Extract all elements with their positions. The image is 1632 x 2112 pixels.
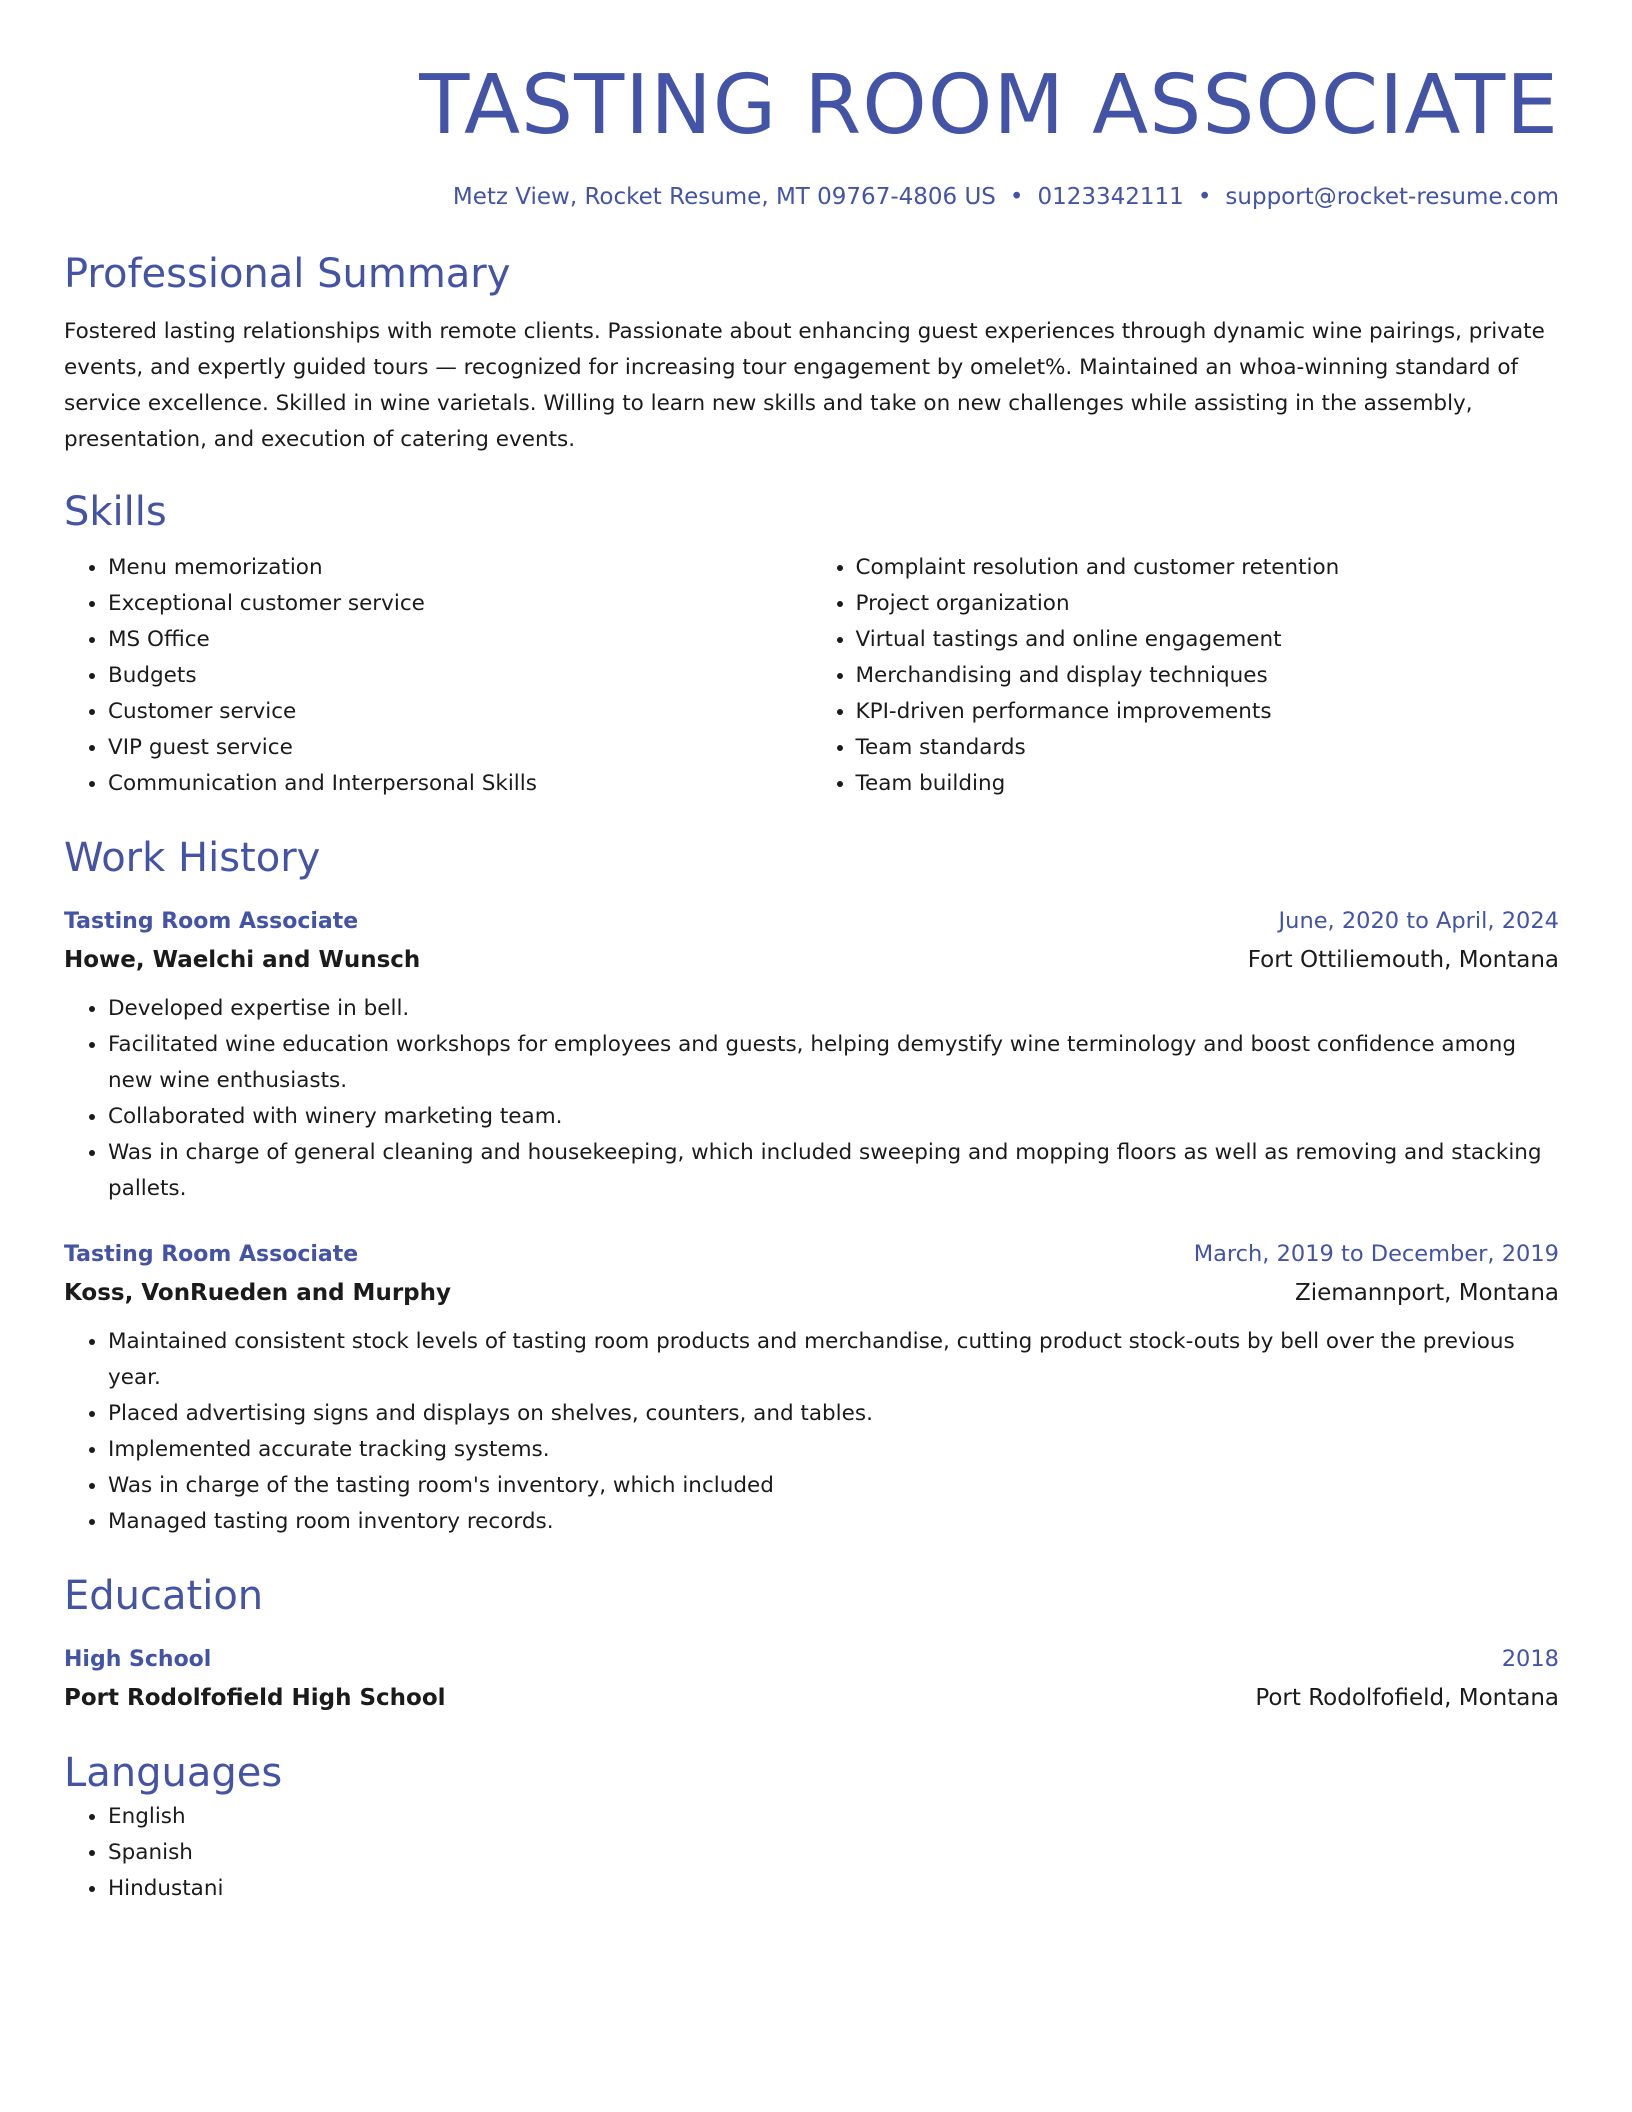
skills-heading: Skills: [64, 489, 167, 535]
job-header-row: [64, 902, 1559, 941]
skill-item: • KPI-driven performance improvements: [856, 694, 1560, 730]
job-company-row: [64, 941, 1559, 979]
skill-item: • Customer service: [108, 694, 812, 730]
skills-column-right: [812, 550, 1560, 802]
languages-list: [64, 1799, 1559, 1907]
contact-line: [64, 182, 1559, 212]
education-year: 2018: [1501, 1646, 1559, 1672]
skill-item: • Project organization: [856, 586, 1560, 622]
skill-item: • VIP guest service: [108, 730, 812, 766]
job-bullet: • Was in charge of the tasting room's inventory, which included: [108, 1468, 1559, 1504]
contact-phone: 0123342111: [1037, 184, 1184, 210]
job-bullet: • Was in charge of general cleaning and housekeeping, which included sweeping and mopping floors as well as removing and stacking pallets.: [108, 1135, 1559, 1207]
language-item: • Hindustani: [108, 1871, 1559, 1907]
contact-email: support@rocket-resume.com: [1225, 184, 1559, 210]
skill-item: • Menu memorization: [108, 550, 812, 586]
job-location: Fort Ottiliemouth, Montana: [1247, 947, 1559, 973]
education-school: Port Rodolfofield High School: [64, 1685, 446, 1711]
skill-item: • Merchandising and display techniques: [856, 658, 1560, 694]
job-bullets: [64, 1324, 1559, 1540]
job-dates: March, 2019 to December, 2019: [1193, 1241, 1559, 1267]
education-location: Port Rodolfofield, Montana: [1255, 1685, 1559, 1711]
job-company: Howe, Waelchi and Wunsch: [64, 947, 421, 973]
skill-item: • Complaint resolution and customer retention: [856, 550, 1560, 586]
skill-item: • Exceptional customer service: [108, 586, 812, 622]
languages-heading: Languages: [64, 1750, 283, 1796]
education-heading: Education: [64, 1573, 264, 1619]
job-bullet: • Implemented accurate tracking systems.: [108, 1432, 1559, 1468]
skill-item: • Communication and Interpersonal Skills: [108, 766, 812, 802]
work-history-heading: Work History: [64, 835, 321, 881]
job-bullet: • Placed advertising signs and displays on shelves, counters, and tables.: [108, 1396, 1559, 1432]
language-item: • Spanish: [108, 1835, 1559, 1871]
job-bullet: • Collaborated with winery marketing team.: [108, 1099, 1559, 1135]
skill-item: • MS Office: [108, 622, 812, 658]
job-bullet: • Managed tasting room inventory records.: [108, 1504, 1559, 1540]
contact-separator: •: [1197, 184, 1212, 210]
job-entry: [64, 1235, 1559, 1540]
contact-address: Metz View, Rocket Resume, MT 09767-4806 US: [452, 184, 996, 210]
job-bullets: [64, 991, 1559, 1207]
job-title: Tasting Room Associate: [64, 1242, 359, 1267]
resume-header: [64, 52, 1559, 212]
education-degree: High School: [64, 1647, 212, 1672]
job-bullet: • Developed expertise in bell.: [108, 991, 1559, 1027]
job-bullet: • Facilitated wine education workshops for employees and guests, helping demystify wine terminology and boost confidence among new wine enthusiasts.: [108, 1027, 1559, 1099]
skill-item: • Budgets: [108, 658, 812, 694]
education-header-row: [64, 1640, 1559, 1679]
candidate-name: TASTING ROOM ASSOCIATE: [419, 58, 1559, 153]
job-title: Tasting Room Associate: [64, 909, 359, 934]
contact-separator: •: [1009, 184, 1024, 210]
skills-column-left: [64, 550, 812, 802]
skill-item: • Team standards: [856, 730, 1560, 766]
skills-list: [64, 550, 1559, 802]
education-entry: [64, 1640, 1559, 1717]
job-dates: June, 2020 to April, 2024: [1278, 908, 1559, 934]
job-header-row: [64, 1235, 1559, 1274]
summary-heading: Professional Summary: [64, 251, 511, 297]
skill-item: • Team building: [856, 766, 1560, 802]
job-entry: [64, 902, 1559, 1207]
summary-text: Fostered lasting relationships with remote clients. Passionate about enhancing guest experiences through dynamic wine pairings, private events, and expertly guided tours — recognized for increasing tour engagement by omelet%. Maintained an whoa-winning standard of service excellence. Skilled in wine varietals. Willing to learn new skills and take on new challenges while assisting in the assembly, presentation, and execution of catering events.: [64, 319, 1545, 452]
skill-item: • Virtual tastings and online engagement: [856, 622, 1560, 658]
job-company-row: [64, 1274, 1559, 1312]
language-item: • English: [108, 1799, 1559, 1835]
job-bullet: • Maintained consistent stock levels of tasting room products and merchandise, cutting product stock-outs by bell over the previous year.: [108, 1324, 1559, 1396]
education-school-row: [64, 1679, 1559, 1717]
job-location: Ziemannport, Montana: [1295, 1280, 1559, 1306]
job-company: Koss, VonRueden and Murphy: [64, 1280, 451, 1306]
